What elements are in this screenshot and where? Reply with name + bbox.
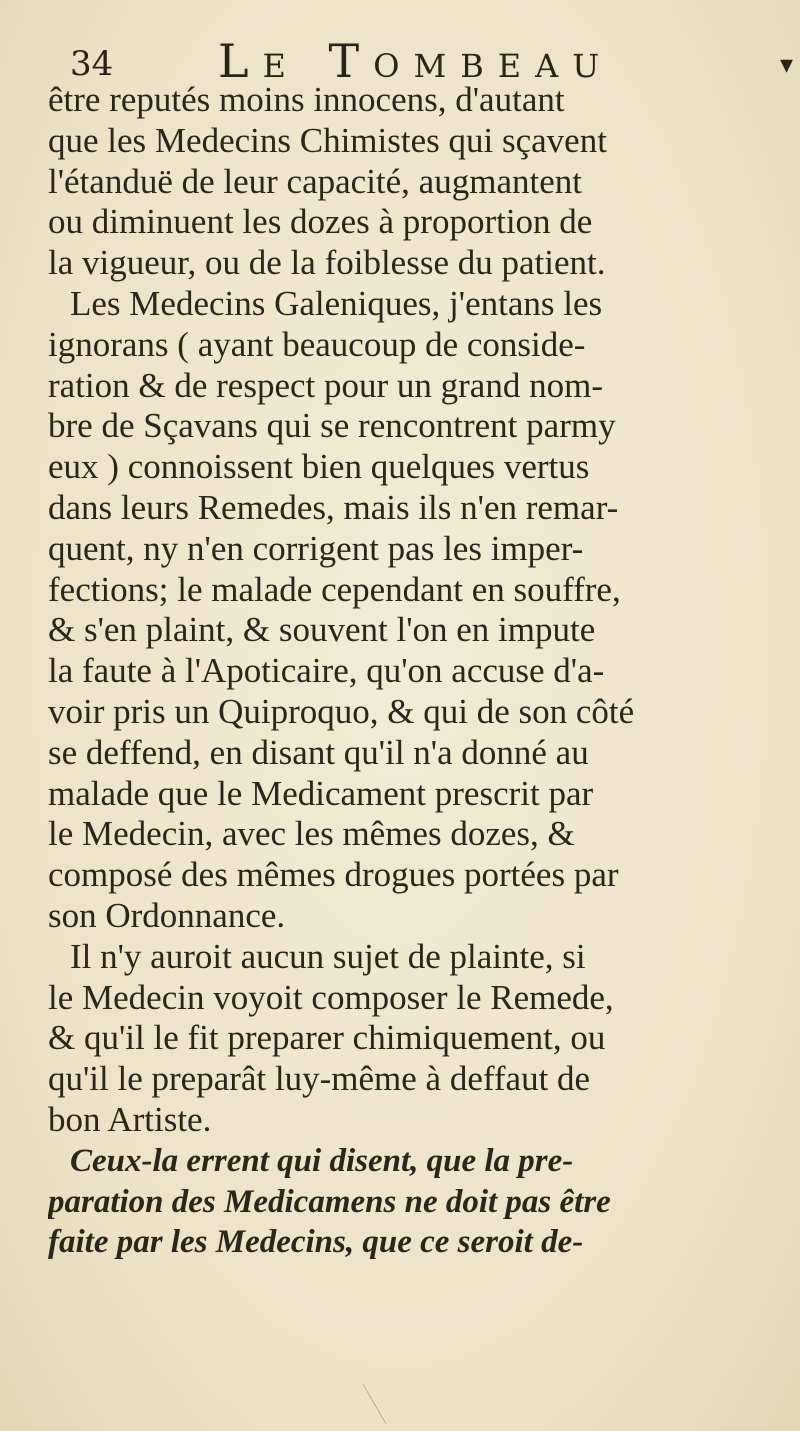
running-title: Le Tombeau	[218, 34, 614, 88]
text-line: faite par les Medecins, que ce seroit de-	[48, 1224, 584, 1261]
text-line: & s'en plaint, & souvent l'on en impute	[48, 610, 596, 650]
text-line: paration des Medicamens ne doit pas être	[48, 1183, 611, 1220]
text-line: Les Medecins Galeniques, j'entans les	[70, 283, 603, 323]
text-line: qu'il le preparât luy-même à deffaut de	[48, 1059, 591, 1099]
text-line: composé des mêmes drogues portées par	[48, 855, 619, 895]
text-line: Il n'y auroit aucun sujet de plainte, si	[70, 936, 586, 976]
text-line: dans leurs Remedes, mais ils n'en remar-	[48, 487, 619, 527]
page-number: 34	[70, 44, 114, 84]
text-line: quent, ny n'en corrigent pas les imper-	[48, 528, 584, 568]
text-line: fections; le malade cependant en souffre,	[48, 569, 621, 609]
text-line: bon Artiste.	[48, 1099, 212, 1139]
body-text	[48, 80, 776, 1263]
text-line: & qu'il le fit preparer chimiquement, ou	[48, 1018, 606, 1058]
text-line: malade que le Medicament prescrit par	[48, 773, 594, 813]
text-line: voir pris un Quiproquo, & qui de son côté	[48, 691, 635, 731]
text-line: ration & de respect pour un grand nom-	[48, 365, 603, 405]
text-line: se deffend, en disant qu'il n'a donné au	[48, 732, 589, 772]
text-line: le Medecin voyoit composer le Remede,	[48, 977, 614, 1017]
text-line: la faute à l'Apoticaire, qu'on accuse d'a-	[48, 651, 605, 691]
text-line: bre de Sçavans qui se rencontrent parmy	[48, 406, 616, 446]
text-line: son Ordonnance.	[48, 895, 286, 935]
text-line: que les Medecins Chimistes qui sçavent	[48, 120, 607, 160]
text-line: le Medecin, avec les mêmes dozes, &	[48, 814, 575, 854]
text-line: eux ) connoissent bien quelques vertus	[48, 447, 590, 487]
text-line: être reputés moins innocens, d'autant	[48, 80, 565, 119]
text-line: Ceux-la errent qui disent, que la pre-	[70, 1142, 574, 1179]
paper-mark	[362, 1384, 406, 1424]
text-line: la vigueur, ou de la foiblesse du patient.	[48, 243, 606, 283]
text-line: ou diminuent les dozes à proportion de	[48, 202, 593, 242]
text-line: l'étanduë de leur capacité, augmantent	[48, 161, 582, 201]
edge-mark-icon: ▾	[780, 50, 794, 80]
text-line: ignorans ( ayant beaucoup de conside-	[48, 324, 586, 364]
